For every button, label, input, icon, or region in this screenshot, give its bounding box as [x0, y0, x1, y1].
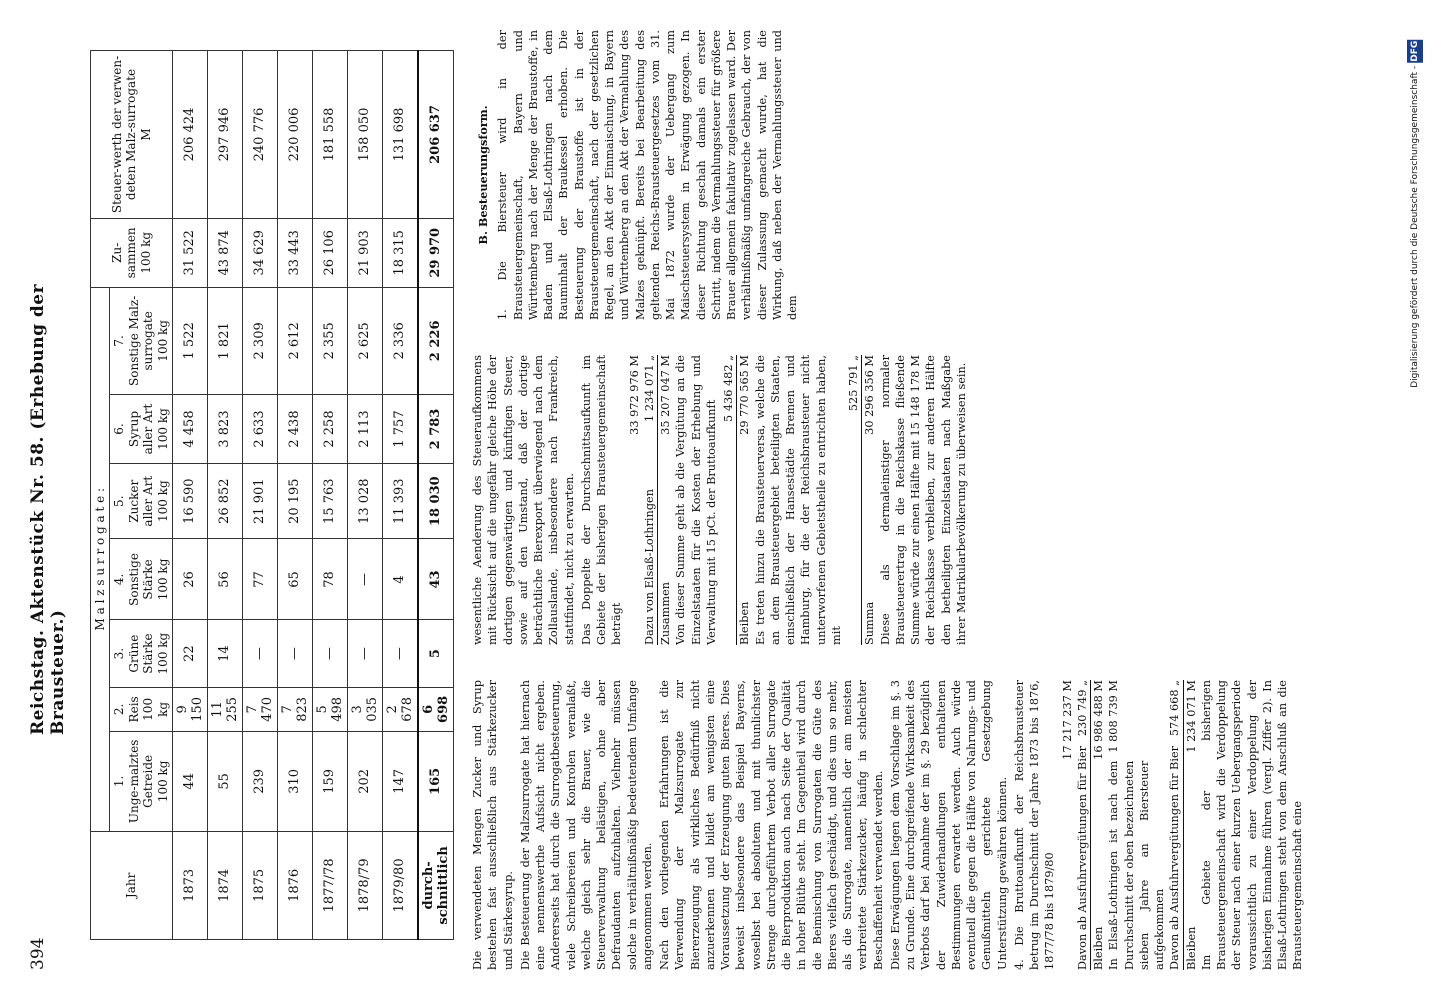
- sum-line: In Elsaß-Lothringen ist nach dem Durchschnitt der oben bezeichneten sieben Jahre an Biersteuer aufgekommen 1 808 739 M: [1107, 680, 1166, 970]
- table-cell: 206 637: [418, 51, 454, 219]
- table-cell: 131 698: [382, 51, 418, 219]
- paragraph: 4. Die Bruttoaufkunft der Reichsbrausteuer betrug im Durchschnitt der Jahre 1873 bis 1876, 1877/78 bis 1879/80: [1012, 680, 1057, 970]
- table-cell: 2 309: [242, 287, 277, 395]
- sum-line: Dazu von Elsaß-Lothringen 1 234 071 „: [642, 355, 656, 645]
- table-cell: 43 874: [207, 218, 242, 287]
- section-heading: B. Besteuerungsform.: [476, 105, 490, 245]
- table-cell: —: [242, 620, 277, 687]
- table-cell: 159: [312, 731, 347, 831]
- table-cell: durch-schnittlich: [418, 831, 454, 939]
- text-column-1: [470, 680, 1308, 970]
- sum-line: Bleiben 1 234 071 M: [1184, 680, 1198, 970]
- table-cell: 2 113: [347, 395, 382, 464]
- table-cell: —: [347, 539, 382, 620]
- table-cell: 202: [347, 731, 382, 831]
- table-cell: 2 612: [277, 287, 312, 395]
- table-cell: 2 783: [418, 395, 454, 464]
- running-title: Reichstag. Aktenstück Nr. 58. (Erhebung der Brausteuer.): [28, 283, 68, 735]
- col-zusammen: Zu-sammen 100 kg: [91, 218, 173, 287]
- table-cell: 2 336: [382, 287, 418, 395]
- dfg-footer: [1410, 40, 1420, 388]
- table-cell: 55: [207, 731, 242, 831]
- table-cell: 310: [277, 731, 312, 831]
- sum-line: Zusammen 35 207 047 M: [659, 355, 672, 645]
- table-cell: —: [312, 620, 347, 687]
- paragraph: Die verwendeten Mengen Zucker und Syrup bestehen fast ausschließlich aus Stärkezucker und Stärkesyrup.: [471, 680, 515, 970]
- table-body: [172, 51, 453, 940]
- table-cell: 240 776: [242, 51, 277, 219]
- paragraph: Die Besteuerung der Malzsurrogate hat hiernach eine nennenswerthe Aufsicht nicht ergeben. Andererseits hat durch die Surrogatbesteuerung, viele Schreibereien und Kontrolen veranlaßt, welche gleich sehr die Brauer, wie die Steuerverwaltung belästigen, ohne aber Defraudanten aufzuhalten. Vielmehr müssen solche in verhältnißmäßig bedeutendem Umfange angenommen werden.: [518, 680, 654, 970]
- text-column-3: [470, 30, 802, 320]
- table-row-average: [418, 51, 454, 940]
- table-cell: 43: [418, 539, 454, 620]
- table-cell: 6 698: [418, 687, 454, 731]
- top-header: M a l z s u r r o g a t e :: [91, 287, 110, 831]
- sum-line: Davon ab Ausfuhrvergütungen für Bier 574 668 „: [1168, 680, 1182, 970]
- paragraph: Diese Erwägungen liegen dem Vorschlage im §. 3 zu Grunde. Eine durchgreifende Wirksamkeit des Verbots darf bei Annahme der im §. 29 bezüglich der Zuwiderhandlungen enthaltenen Bestimmungen erwartet werden. Auch würde eventuell die gegen die Hälfte von Nahrungs- und Genußmitteln gerichtete Gesetzgebung Unterstützung gewähren können.: [888, 680, 1009, 970]
- col-2: 2. Reis 100 kg: [110, 687, 173, 731]
- paragraph: Im Gebiete der bisherigen Brausteuergemeinschaft wird die Verdoppelung der Steuer nach einer kurzen Uebergangsperiode voraussichtlich zu einer Verdoppelung der bisherigen Einnahme führen (vergl. Ziffer 2). In Elsaß-Lothringen steht von dem Anschluß an die Brausteuergemeinschaft eine: [1199, 680, 1305, 970]
- table-cell: 78: [312, 539, 347, 620]
- table-cell: 29 970: [418, 218, 454, 287]
- table-cell: 3 035: [347, 687, 382, 731]
- page-header: [28, 30, 68, 970]
- table-cell: 34 629: [242, 218, 277, 287]
- table-row: [382, 51, 418, 940]
- col-3: 3. Grüne Stärke 100 kg: [110, 620, 173, 687]
- col-5: 5. Zucker aller Art 100 kg: [110, 463, 173, 539]
- sum-line: Davon ab Ausfuhrvergütungen für Bier 230 749 „: [1075, 680, 1089, 970]
- table-cell: —: [277, 620, 312, 687]
- table-cell: 33 443: [277, 218, 312, 287]
- table-cell: 18 030: [418, 463, 454, 539]
- table-cell: 2 258: [312, 395, 347, 464]
- table-cell: 20 195: [277, 463, 312, 539]
- paragraph: Diese als dermaleinstiger normaler Brausteuerertrag in die Reichskasse fließende Summe würde zur einen Hälfte mit 15 148 178 M der Reichskasse verbleiben, zur anderen Hälfte den betheiligten Einzelstaaten nach Maßgabe ihrer Matrikularbevölkerung zu überweisen sein.: [878, 355, 968, 645]
- table-cell: 1876: [277, 831, 312, 939]
- table-cell: 65: [277, 539, 312, 620]
- col-jahr: Jahr: [91, 831, 173, 939]
- table-cell: 2 355: [312, 287, 347, 395]
- sum-line: 5 436 482 „: [722, 355, 735, 422]
- table-cell: 147: [382, 731, 418, 831]
- table-cell: 4 458: [172, 395, 207, 464]
- table-row: [347, 51, 382, 940]
- table-cell: 13 028: [347, 463, 382, 539]
- table-cell: 1878/79: [347, 831, 382, 939]
- table-row: [242, 51, 277, 940]
- table-cell: 7 823: [277, 687, 312, 731]
- table-cell: 26 106: [312, 218, 347, 287]
- text-column-2: [470, 355, 971, 645]
- table-cell: 18 315: [382, 218, 418, 287]
- table-cell: 2 438: [277, 395, 312, 464]
- col-4: 4. Sonstige Stärke 100 kg: [110, 539, 173, 620]
- table-cell: 11 393: [382, 463, 418, 539]
- table-cell: 26: [172, 539, 207, 620]
- sum-line: Bleiben 16 986 488 M: [1092, 680, 1105, 970]
- table-cell: 158 050: [347, 51, 382, 219]
- col-7: 7. Sonstige Malz-surrogate 100 kg: [110, 287, 173, 395]
- sum-line: Bleiben 29 770 565 M: [738, 355, 752, 645]
- col-1: 1. Unge-malztes Getreide 100 kg: [110, 731, 173, 831]
- table-cell: 1 522: [172, 287, 207, 395]
- table-row: [172, 51, 207, 940]
- sum-line: 17 217 237 M: [1060, 680, 1074, 760]
- table-cell: 44: [172, 731, 207, 831]
- table-cell: 56: [207, 539, 242, 620]
- table-cell: 2 678: [382, 687, 418, 731]
- table-cell: 1875: [242, 831, 277, 939]
- table-cell: 22: [172, 620, 207, 687]
- table-cell: 9 150: [172, 687, 207, 731]
- table-cell: 5: [418, 620, 454, 687]
- table-row: [277, 51, 312, 940]
- table-cell: 15 763: [312, 463, 347, 539]
- paragraph: Von dieser Summe geht ab die Vergütung an die Einzelstaaten für die Kosten der Erhebung und Verwaltung mit 15 pCt. der Bruttoaufkunft: [674, 355, 718, 645]
- table-cell: 1 757: [382, 395, 418, 464]
- sum-line: 525 791 „: [847, 355, 860, 412]
- table-cell: 165: [418, 731, 454, 831]
- table-cell: 7 470: [242, 687, 277, 731]
- paragraph: 1. Die Biersteuer wird in der Brausteuergemeinschaft, Bayern und Württemberg nach der Menge der Braustoffe, in Baden und Elsaß-Lothringen nach dem Rauminhalt der Braukessel erhoben. Die Besteuerung der Braustoffe ist in der Brausteuergemeinschaft, nach der gesetzlichen Regel, an den Akt der Einmaischung, in Bayern und Württemberg an den Akt der Vermahlung des Malzes geknüpft. Bereits bei Bearbeitung des geltenden Reichs-Brausteuergesetzes vom 31. Mai 1872 wurde der Uebergang zum Maischsteuersystem in Erwägung gezogen. In dieser Richtung geschah damals ein erster Schritt, indem die Vermahlungssteuer für größere Brauer allgemein fakultativ zugelassen ward. Der verhältnißmäßig umfangreiche Gebrauch, der von dieser Zulassung gemacht wurde, hat die Wirkung, daß neben der Vermahlungssteuer und dem: [496, 30, 799, 320]
- paragraph: Nach den vorliegenden Erfahrungen ist die Verwendung der Malzsurrogate zur Biererzeugung als wirkliches Bedürfniß nicht anzuerkennen und bildet am wenigsten eine Voraussetzung der Erzeugung guten Bieres. Dies beweist insbesondere das Beispiel Bayerns, woselbst bei absolutem und mit thunlichster Strenge durchgeführtem Verbot aller Surrogate die Bierproduktion auch nach Seite der Qualität in hoher Blüthe steht. Im Gegentheil wird durch die Beimischung von Surrogaten die Güte des Bieres vielfach geschädigt, und dies um so mehr, als die Surrogate, namentlich der am meisten verbreitete Stärkezucker, häufig in schlechter Beschaffenheit verwendet werden.: [658, 680, 885, 970]
- table-cell: 31 522: [172, 218, 207, 287]
- table-cell: 4: [382, 539, 418, 620]
- sum-line: 33 972 976 M: [627, 355, 641, 435]
- table-row: [207, 51, 242, 940]
- table-cell: 1874: [207, 831, 242, 939]
- table-cell: 11 255: [207, 687, 242, 731]
- table-cell: 26 852: [207, 463, 242, 539]
- paragraph: wesentliche Aenderung des Steueraufkommens mit Rücksicht auf die ungefähr gleiche Höhe der dortigen gegenwärtigen und künftigen Steuer, sowie auf den Umstand, daß der dortige beträchtliche Bierexport überwiegend nach dem Zollauslande, insbesondere nach Frankreich, stattfindet, nicht zu erwarten.: [471, 355, 576, 645]
- table-cell: 3 823: [207, 395, 242, 464]
- table-cell: 21 903: [347, 218, 382, 287]
- table-cell: 297 946: [207, 51, 242, 219]
- table-cell: 1 821: [207, 287, 242, 395]
- table-cell: 206 424: [172, 51, 207, 219]
- table-cell: 5 498: [312, 687, 347, 731]
- table-cell: 2 633: [242, 395, 277, 464]
- table-cell: 239: [242, 731, 277, 831]
- paragraph: Das Doppelte der Durchschnittsaufkunft im Gebiete der bisherigen Brausteuergemeinschaft beträgt: [579, 355, 624, 645]
- sum-line: Summa 30 296 356 M: [863, 355, 877, 645]
- table-cell: 1879/80: [382, 831, 418, 939]
- table-cell: —: [347, 620, 382, 687]
- dfg-logo: DFG: [1407, 40, 1423, 63]
- table-cell: 77: [242, 539, 277, 620]
- table-row: [312, 51, 347, 940]
- table-cell: —: [382, 620, 418, 687]
- table-cell: 2 226: [418, 287, 454, 395]
- table-cell: 14: [207, 620, 242, 687]
- table-cell: 16 590: [172, 463, 207, 539]
- table-cell: 181 558: [312, 51, 347, 219]
- table-cell: 21 901: [242, 463, 277, 539]
- footer-text: Digitalisierung gefördert durch die Deutsche Forschungsgemeinschaft -: [1410, 65, 1420, 388]
- table-cell: 220 006: [277, 51, 312, 219]
- malzsurrogate-table: [90, 50, 454, 940]
- table-cell: 1877/78: [312, 831, 347, 939]
- table-cell: 2 625: [347, 287, 382, 395]
- paragraph: Es treten hinzu die Brausteuerversa, welche die an dem Brausteuergebiet beteiligten Staaten, einschließlich der Hansestädte Bremen und Hamburg, für die der Reichsbrausteuer nicht unterworfenen Gebietstheile zu entrichten haben, mit: [753, 355, 843, 645]
- col-steuerwerth: Steuer-werth der verwen-deten Malz-surrogate M: [91, 51, 173, 219]
- col-6: 6. Syrup aller Art 100 kg: [110, 395, 173, 464]
- table-cell: 1873: [172, 831, 207, 939]
- page-number: 394: [28, 937, 48, 970]
